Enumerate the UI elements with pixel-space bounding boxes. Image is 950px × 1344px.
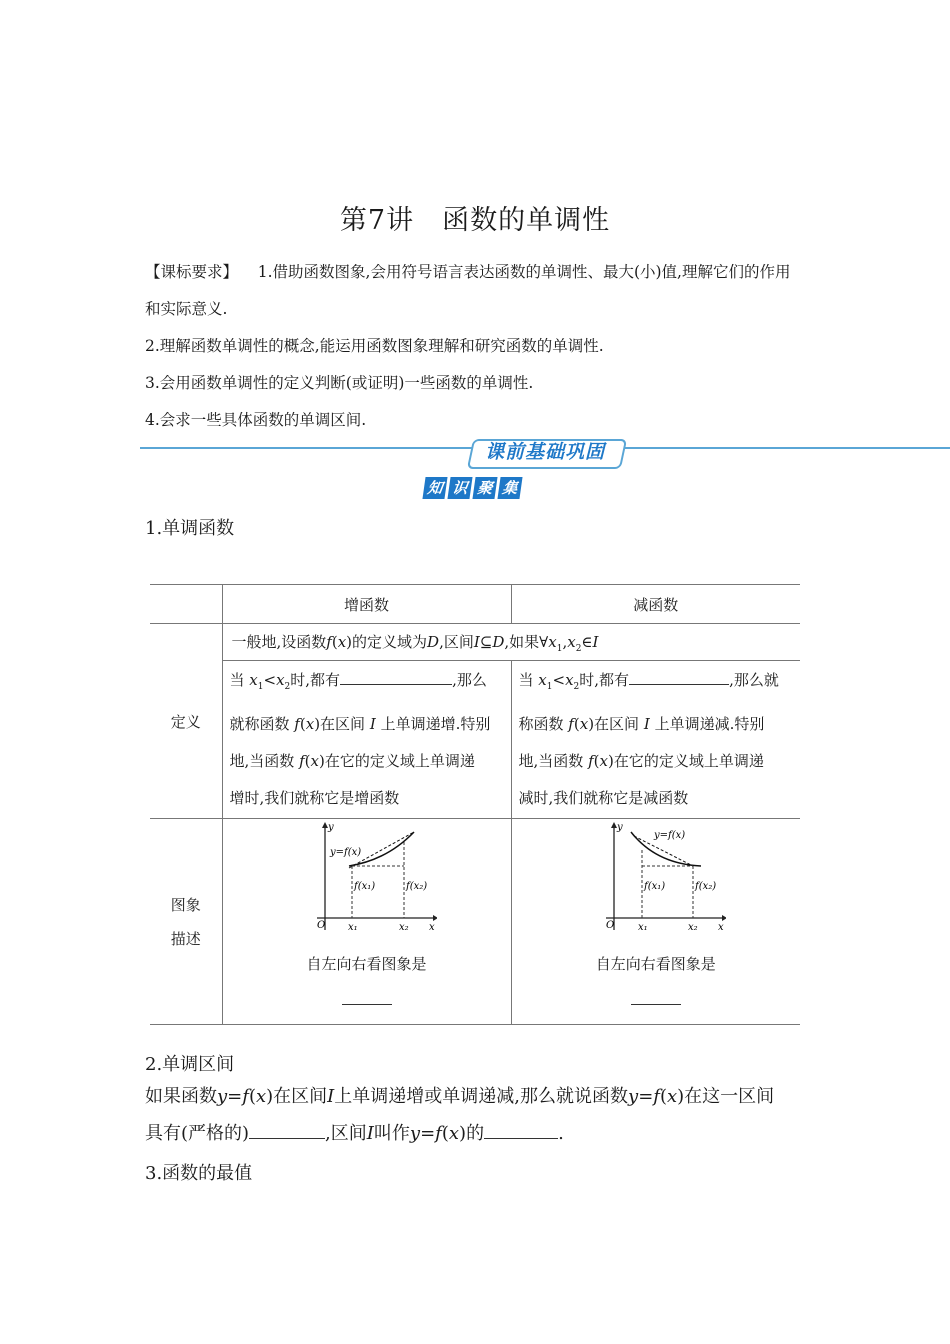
text-span: ,那么 (452, 671, 487, 689)
header-decreasing: 减函数 (511, 585, 800, 624)
x1-label: x₁ (637, 922, 648, 933)
x1-label: x₁ (347, 922, 358, 933)
text-span: 当 (229, 671, 245, 689)
answer-blank[interactable] (631, 988, 681, 1005)
section-banner: 课前基础巩固 (484, 441, 605, 463)
answer-blank[interactable] (340, 668, 452, 685)
text-span: 地,当函数 (229, 752, 295, 770)
section-heading-extrema: 3.函数的最值 (145, 1163, 253, 1184)
tag-char: 聚 (472, 477, 497, 499)
increasing-function-graph (297, 822, 437, 934)
row-label-definition: 定义 (150, 624, 222, 819)
page-title: 第7讲 函数的单调性 (339, 205, 611, 236)
answer-blank[interactable] (484, 1122, 558, 1139)
definition-detail-row (150, 661, 800, 819)
table-corner-cell (150, 585, 222, 624)
text-span: . (558, 1123, 564, 1144)
requirement-item-1: 1.借助函数图象,会用符号语言表达函数的单调性、最大(小)值,理解它们的作用 (257, 263, 791, 281)
y-axis-label: y (616, 822, 623, 833)
text-span: 如果函数 (145, 1086, 217, 1107)
x-axis-arrow (433, 915, 437, 921)
text-span: 上单调递减.特别 (654, 715, 765, 733)
fx1-label: f(x₁) (643, 881, 665, 892)
text-span: 地,当函数 (518, 752, 584, 770)
requirement-item-1-cont: 和实际意义. (145, 300, 228, 318)
row-label-graph (150, 819, 222, 1025)
graph-decreasing-cell (511, 819, 800, 1025)
definition-common-text: 一般地,设函数f(x)的定义域为D,区间I⊆D,如果$\forall x_1,x_2\in I$ (231, 632, 599, 654)
text-span: 描述 (170, 929, 201, 948)
fx2-label: f(x₂) (694, 881, 716, 892)
text-span: 的定义域为 (352, 632, 428, 651)
x-axis-arrow (722, 915, 726, 921)
text-span: 在它的定义域上单调递 (324, 752, 475, 770)
tag-char: 集 (497, 477, 522, 499)
requirement-item-2: 2.理解函数单调性的概念,能运用函数图象理解和研究函数的单调性. (145, 337, 604, 355)
text-span: 一般地,设函数 (231, 632, 327, 651)
graph-row (150, 819, 800, 1025)
look-text-decreasing: 自左向右看图象是 (595, 955, 716, 973)
answer-blank[interactable] (342, 988, 392, 1005)
section-heading-monotonic: 1.单调函数 (145, 518, 235, 539)
text-span: ,区间 (439, 632, 474, 651)
requirement-item-3: 3.会用函数单调性的定义判断(或证明)一些函数的单调性. (145, 374, 534, 392)
answer-blank[interactable] (249, 1122, 325, 1139)
knowledge-tag (424, 477, 521, 499)
origin-label: O (316, 920, 325, 931)
graph-increasing-cell (222, 819, 511, 1025)
definition-increasing-text: 当 $x_1<x_2$时,都有 ,那么 就称函数 f(x)在区间 I 上单调递增.特别 地,当函数 f(x)在它的定义域上单调递 增时,我们就称它是增函数 (224, 662, 510, 817)
text-span: 图象 (170, 895, 201, 914)
text-span: 叫作 (373, 1123, 410, 1144)
text-span: 增时,我们就称它是增函数 (229, 789, 400, 807)
header-increasing: 增函数 (222, 585, 511, 624)
text-span: ,那么就 (729, 671, 779, 689)
text-span: 上单调递增或单调递减,那么就说函数 (334, 1086, 629, 1107)
tag-char: 识 (447, 477, 472, 499)
x2-label: x₂ (398, 922, 409, 933)
x-axis-label: x (717, 922, 724, 933)
definition-decreasing-text: 当 $x_1<x_2$时,都有 ,那么就 称函数 f(x)在区间 I 上单调递减.特别 地,当函数 f(x)在它的定义域上单调递 减时,我们就称它是减函数 (513, 662, 800, 817)
definition-decreasing (511, 661, 800, 819)
text-span: 在区间 (320, 715, 366, 733)
definition-common-row (150, 624, 800, 661)
definition-common-cell (222, 624, 800, 661)
requirement-line-1 (145, 262, 790, 282)
x2-label: x₂ (687, 922, 698, 933)
y-axis-label: y (327, 822, 334, 833)
text-span: 当 (518, 671, 534, 689)
text-span: 在区间 (273, 1086, 328, 1107)
text-span: 时,都有 (290, 671, 341, 689)
interval-line-1: 如果函数y=f(x)在区间I上单调递增或单调递减,那么就说函数y=f(x)在这一区间 (145, 1086, 775, 1107)
text-span: 减时,我们就称它是减函数 (518, 789, 689, 807)
text-span: 在它的定义域上单调递 (613, 752, 764, 770)
fx2-label: f(x₂) (405, 881, 427, 892)
text-span: 在区间 (594, 715, 640, 733)
section-heading-interval: 2.单调区间 (145, 1054, 235, 1075)
text-span: 在这一区间 (684, 1086, 775, 1107)
text-span: 的 (466, 1123, 485, 1144)
text-span: 称函数 (518, 715, 564, 733)
decreasing-function-graph (586, 822, 726, 934)
text-span: 具有(严格的) (145, 1123, 250, 1144)
look-text-increasing: 自左向右看图象是 (306, 955, 427, 973)
text-span: 上单调递增.特别 (380, 715, 491, 733)
requirement-item-4: 4.会求一些具体函数的单调区间. (145, 411, 367, 429)
text-span: 就称函数 (229, 715, 290, 733)
origin-label: O (605, 920, 614, 931)
function-label: y=f(x) (329, 847, 361, 858)
text-span: ,区间 (325, 1123, 367, 1144)
function-label: y=f(x) (653, 830, 685, 841)
interval-line-2: 具有(严格的) ,区间I叫作y=f(x)的 . (145, 1123, 564, 1144)
tag-char: 知 (422, 477, 447, 499)
x-axis-label: x (428, 922, 435, 933)
text-span: ,如果∀ (504, 632, 549, 651)
fx1-label: f(x₁) (353, 881, 375, 892)
text-span: 时,都有 (579, 671, 630, 689)
monotonic-table (150, 584, 800, 1025)
answer-blank[interactable] (629, 668, 729, 685)
table-header-row (150, 585, 800, 624)
definition-increasing (222, 661, 511, 819)
requirements-heading: 【课标要求】 (145, 263, 239, 281)
